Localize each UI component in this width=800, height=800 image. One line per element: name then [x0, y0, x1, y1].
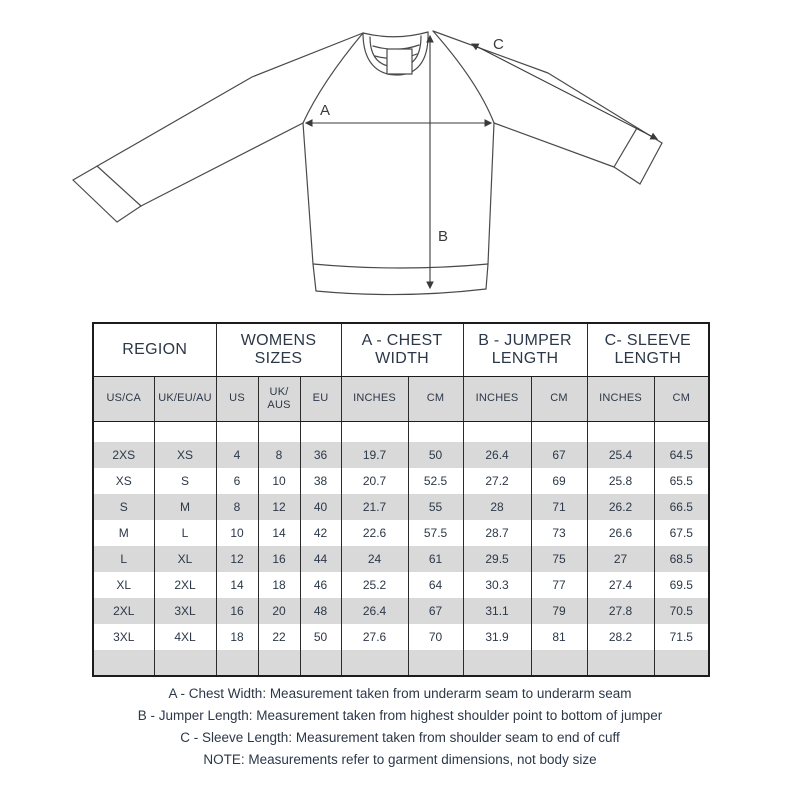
- table-cell: 26.4: [463, 442, 531, 468]
- empty-cell: [258, 422, 300, 443]
- table-cell: 3XL: [93, 624, 154, 650]
- table-cell: 40: [300, 494, 341, 520]
- column-header: EU: [300, 377, 341, 422]
- empty-cell: [154, 650, 216, 676]
- table-cell: 26.2: [587, 494, 654, 520]
- table-cell: 38: [300, 468, 341, 494]
- table-row: [93, 598, 709, 624]
- table-cell: 28: [463, 494, 531, 520]
- table-cell: 8: [216, 494, 258, 520]
- table-cell: 77: [531, 572, 587, 598]
- table-body: [93, 422, 709, 677]
- table-cell: 70: [408, 624, 463, 650]
- measure-label-a: A: [320, 102, 331, 119]
- note-chest-width: A - Chest Width: Measurement taken from underarm seam to underarm seam: [168, 686, 632, 701]
- empty-cell: [216, 650, 258, 676]
- column-header: INCHES: [463, 377, 531, 422]
- table-cell: 18: [216, 624, 258, 650]
- table-cell: 18: [258, 572, 300, 598]
- table-cell: 67.5: [654, 520, 709, 546]
- column-group-header: WOMENS SIZES: [216, 323, 341, 377]
- empty-cell: [463, 422, 531, 443]
- measure-label-b: B: [438, 228, 449, 245]
- table-cell: 52.5: [408, 468, 463, 494]
- jumper-measurement-diagram: [0, 0, 800, 315]
- note-garment-dimensions: NOTE: Measurements refer to garment dimensions, not body size: [203, 752, 597, 767]
- empty-cell: [300, 422, 341, 443]
- table-cell: 8: [258, 442, 300, 468]
- empty-cell: [341, 422, 408, 443]
- empty-cell: [341, 650, 408, 676]
- table-spacer-row: [93, 422, 709, 443]
- note-jumper-length: B - Jumper Length: Measurement taken from highest shoulder point to bottom of jumper: [137, 708, 663, 723]
- table-cell: 28.7: [463, 520, 531, 546]
- table-cell: 46: [300, 572, 341, 598]
- empty-cell: [654, 422, 709, 443]
- table-cell: 4: [216, 442, 258, 468]
- table-cell: 22.6: [341, 520, 408, 546]
- table-cell: 20.7: [341, 468, 408, 494]
- table-cell: 50: [408, 442, 463, 468]
- column-header: UK/EU/AU: [154, 377, 216, 422]
- empty-cell: [408, 650, 463, 676]
- table-cell: 25.4: [587, 442, 654, 468]
- table-cell: 27.6: [341, 624, 408, 650]
- column-header: UK/ AUS: [258, 377, 300, 422]
- table-cell: 2XL: [154, 572, 216, 598]
- table-cell: 4XL: [154, 624, 216, 650]
- note-sleeve-length: C - Sleeve Length: Measurement taken from shoulder seam to end of cuff: [180, 730, 620, 745]
- table-cell: 20: [258, 598, 300, 624]
- table-cell: 16: [258, 546, 300, 572]
- table-row: [93, 468, 709, 494]
- table-row: [93, 624, 709, 650]
- empty-cell: [154, 422, 216, 443]
- table-cell: 10: [216, 520, 258, 546]
- empty-cell: [531, 650, 587, 676]
- table-cell: 31.1: [463, 598, 531, 624]
- table-cell: S: [154, 468, 216, 494]
- table-cell: 30.3: [463, 572, 531, 598]
- table-cell: 69: [531, 468, 587, 494]
- empty-cell: [463, 650, 531, 676]
- table-row: [93, 442, 709, 468]
- column-group-header: B - JUMPER LENGTH: [463, 323, 587, 377]
- table-cell: 66.5: [654, 494, 709, 520]
- empty-cell: [93, 650, 154, 676]
- table-cell: 71.5: [654, 624, 709, 650]
- table-cell: 67: [531, 442, 587, 468]
- table-cell: 48: [300, 598, 341, 624]
- table-cell: 42: [300, 520, 341, 546]
- table-cell: 25.2: [341, 572, 408, 598]
- empty-cell: [300, 650, 341, 676]
- table-cell: 12: [258, 494, 300, 520]
- table-cell: 69.5: [654, 572, 709, 598]
- table-cell: XL: [154, 546, 216, 572]
- table-row: [93, 494, 709, 520]
- table-cell: 61: [408, 546, 463, 572]
- table-cell: 2XS: [93, 442, 154, 468]
- table-cell: 6: [216, 468, 258, 494]
- table-cell: 26.4: [341, 598, 408, 624]
- table-cell: 21.7: [341, 494, 408, 520]
- neck-tag: [387, 49, 412, 74]
- table-row: [93, 520, 709, 546]
- table-cell: 19.7: [341, 442, 408, 468]
- table-cell: 29.5: [463, 546, 531, 572]
- table-group-header-row: [93, 323, 709, 377]
- table-cell: 27.2: [463, 468, 531, 494]
- table-cell: 27: [587, 546, 654, 572]
- table-cell: 24: [341, 546, 408, 572]
- table-cell: M: [154, 494, 216, 520]
- table-cell: 28.2: [587, 624, 654, 650]
- table-cell: 50: [300, 624, 341, 650]
- jumper-outline-drawing: [0, 0, 800, 315]
- table-row: [93, 572, 709, 598]
- empty-cell: [258, 650, 300, 676]
- empty-cell: [93, 422, 154, 443]
- table-cell: 75: [531, 546, 587, 572]
- column-group-header: A - CHEST WIDTH: [341, 323, 463, 377]
- table-cell: XS: [154, 442, 216, 468]
- empty-cell: [408, 422, 463, 443]
- table-cell: 3XL: [154, 598, 216, 624]
- table-cell: L: [154, 520, 216, 546]
- table-empty-row: [93, 650, 709, 676]
- column-header: CM: [654, 377, 709, 422]
- table-cell: 31.9: [463, 624, 531, 650]
- table-cell: 27.4: [587, 572, 654, 598]
- table-cell: 70.5: [654, 598, 709, 624]
- measurement-notes: [0, 683, 800, 771]
- column-header: CM: [408, 377, 463, 422]
- table-cell: S: [93, 494, 154, 520]
- table-cell: 12: [216, 546, 258, 572]
- table-cell: 68.5: [654, 546, 709, 572]
- table-cell: 14: [216, 572, 258, 598]
- empty-cell: [587, 650, 654, 676]
- table-cell: 14: [258, 520, 300, 546]
- table-row: [93, 546, 709, 572]
- table-cell: 26.6: [587, 520, 654, 546]
- column-header: CM: [531, 377, 587, 422]
- table-cell: 36: [300, 442, 341, 468]
- table-cell: 27.8: [587, 598, 654, 624]
- table-cell: 67: [408, 598, 463, 624]
- table-cell: 81: [531, 624, 587, 650]
- table-cell: 2XL: [93, 598, 154, 624]
- table-cell: 22: [258, 624, 300, 650]
- table-cell: 79: [531, 598, 587, 624]
- column-group-header: C- SLEEVE LENGTH: [587, 323, 709, 377]
- table-subheader-row: [93, 377, 709, 422]
- empty-cell: [587, 422, 654, 443]
- table-cell: 10: [258, 468, 300, 494]
- table-cell: 71: [531, 494, 587, 520]
- table-cell: 16: [216, 598, 258, 624]
- table-cell: L: [93, 546, 154, 572]
- size-chart-table: [92, 322, 710, 677]
- table-cell: 44: [300, 546, 341, 572]
- measure-arrows: [306, 36, 657, 288]
- column-header: INCHES: [341, 377, 408, 422]
- table-cell: M: [93, 520, 154, 546]
- jumper-outline: [73, 31, 662, 295]
- table-cell: 55: [408, 494, 463, 520]
- measure-label-c: C: [493, 36, 504, 53]
- column-group-header: REGION: [93, 323, 216, 377]
- empty-cell: [654, 650, 709, 676]
- empty-cell: [531, 422, 587, 443]
- table-cell: 64: [408, 572, 463, 598]
- table-cell: 25.8: [587, 468, 654, 494]
- column-header: US/CA: [93, 377, 154, 422]
- table-cell: XL: [93, 572, 154, 598]
- table-cell: 73: [531, 520, 587, 546]
- table-cell: 64.5: [654, 442, 709, 468]
- column-header: INCHES: [587, 377, 654, 422]
- table-cell: 57.5: [408, 520, 463, 546]
- column-header: US: [216, 377, 258, 422]
- table-cell: 65.5: [654, 468, 709, 494]
- table-cell: XS: [93, 468, 154, 494]
- empty-cell: [216, 422, 258, 443]
